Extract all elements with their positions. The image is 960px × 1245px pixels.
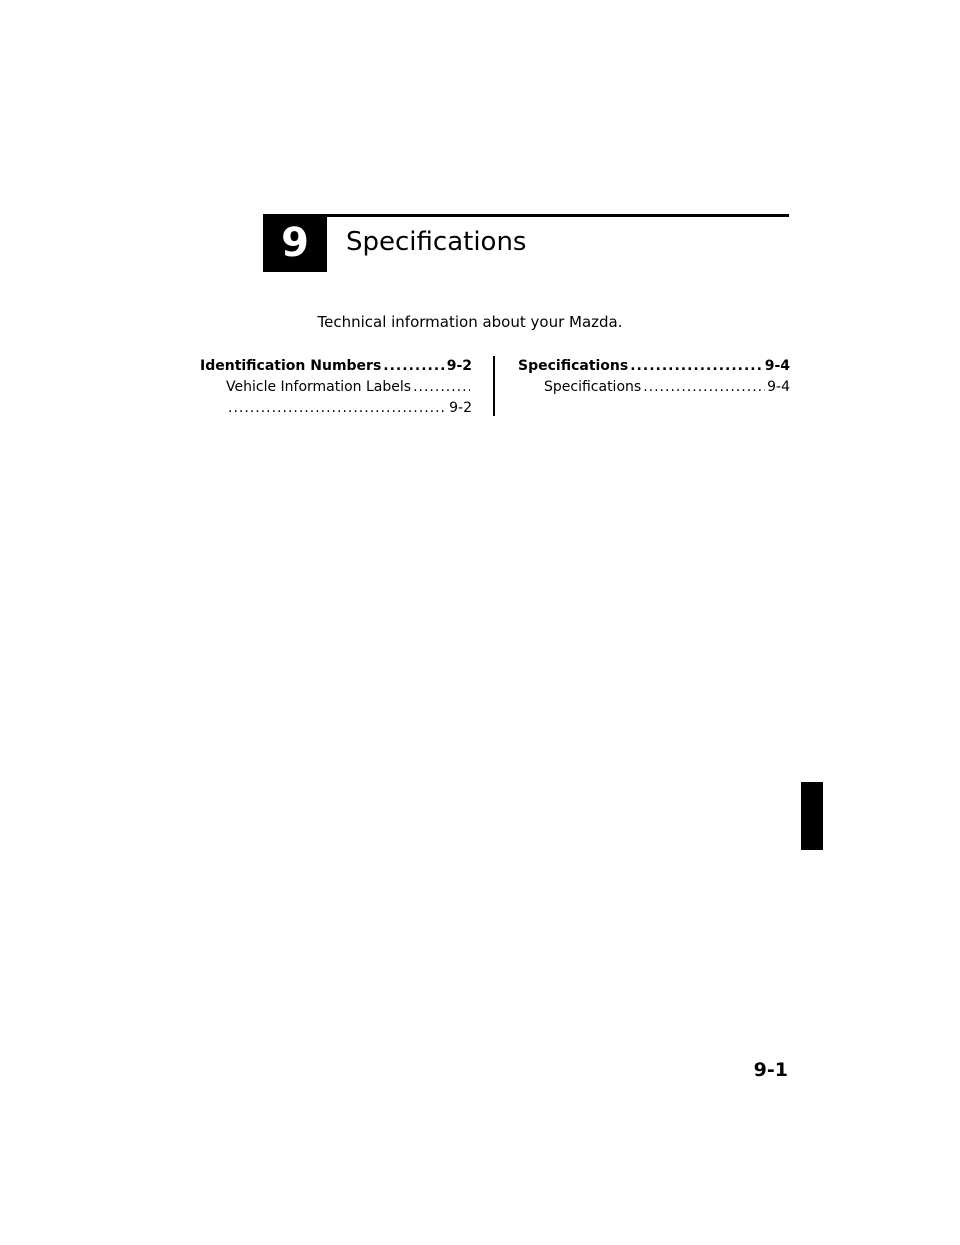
toc-divider: [493, 356, 495, 416]
page-number: 9-1: [753, 1059, 788, 1081]
toc-entry-label: Specifications: [518, 358, 629, 374]
chapter-intro: Technical information about your Mazda.: [317, 313, 623, 331]
toc-entry-page: 9-2: [446, 358, 472, 374]
toc-entry-identification-numbers[interactable]: [200, 356, 472, 377]
toc-leader-dots: [228, 398, 447, 419]
toc-entry-label: Specifications: [544, 379, 642, 395]
toc-leader-dots: [643, 377, 765, 398]
chapter-title: Specifications: [346, 227, 527, 257]
toc-entry-specifications-sub[interactable]: [518, 377, 790, 398]
chapter-header: [263, 214, 789, 272]
toc-leader-dots: [630, 356, 762, 377]
toc-leader-dots: [383, 356, 444, 377]
chapter-number-box: [263, 214, 327, 272]
toc-entry-page: 9-4: [767, 379, 790, 395]
toc-entry-page: 9-2: [449, 400, 472, 416]
toc-leader-dots: [413, 377, 470, 398]
chapter-thumb-tab: [801, 782, 823, 850]
toc-left-column: [200, 356, 472, 419]
toc-entry-vehicle-information-labels[interactable]: [200, 377, 472, 398]
toc-entry-page: 9-4: [764, 358, 790, 374]
chapter-rule: [263, 214, 789, 217]
toc-entry-label: Vehicle Information Labels: [226, 379, 412, 395]
toc-entry-label: Identification Numbers: [200, 358, 382, 374]
toc-entry-continuation[interactable]: [200, 398, 472, 419]
toc-right-column: [518, 356, 790, 398]
toc-entry-specifications[interactable]: [518, 356, 790, 377]
chapter-number: 9: [281, 220, 309, 266]
